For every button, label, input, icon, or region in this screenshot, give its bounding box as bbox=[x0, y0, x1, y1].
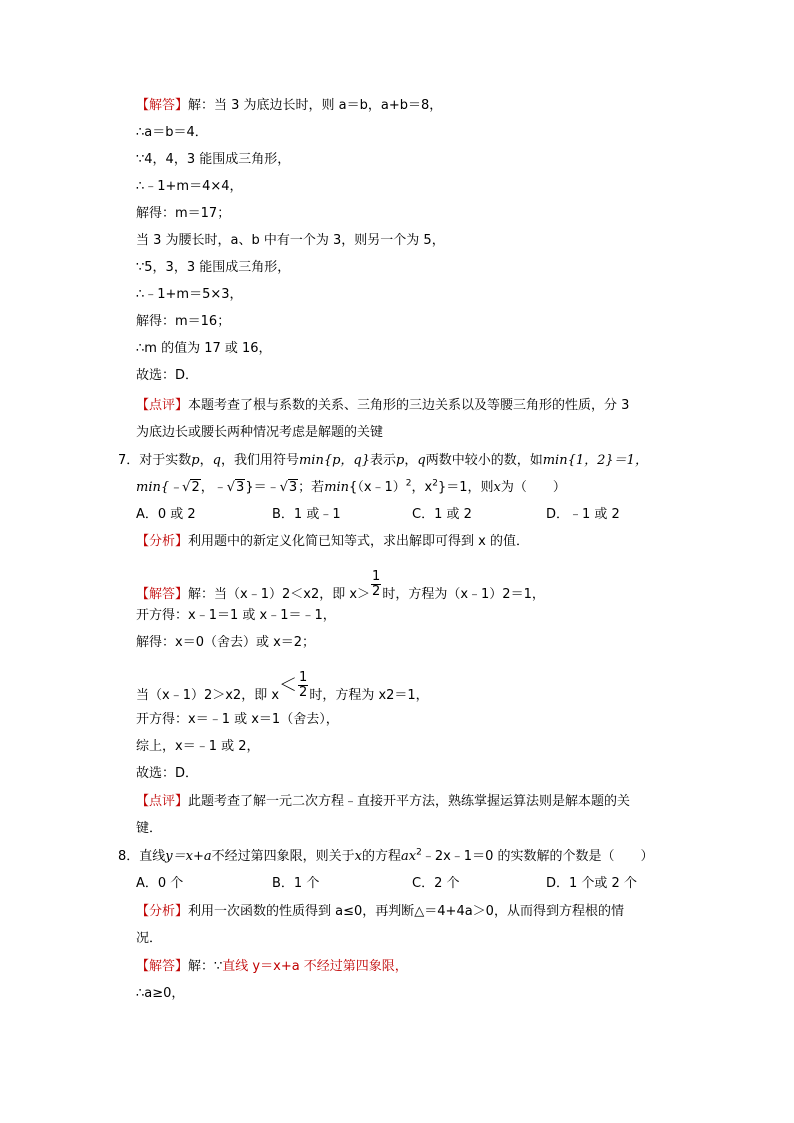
solution-tag: 【解答】 bbox=[136, 959, 189, 974]
comment-line-q7: 【点评】此题考查了解一元二次方程﹣直接开平方法，熟练掌握运算法则是解本题的关 bbox=[136, 794, 631, 809]
analysis-tag: 【分析】 bbox=[136, 904, 189, 919]
solution-tag: 【解答】 bbox=[136, 587, 189, 602]
option-d: D．1 个或 2 个 bbox=[546, 876, 637, 891]
analysis-line-q8: 【分析】利用一次函数的性质得到 a≤0，再判断△＝4+4a＞0，从而得到方程根的情 bbox=[136, 904, 624, 919]
solution-line-3: 解得：x＝0（舍去）或 x＝2； bbox=[136, 635, 316, 650]
answer-line-6: 当 3 为腰长时，a、b 中有一个为 3，则另一个为 5， bbox=[136, 233, 445, 248]
option-d: D．﹣1 或 2 bbox=[546, 507, 620, 522]
answer-line-7: ∵5，3，3 能围成三角形， bbox=[136, 260, 291, 275]
option-c: C．2 个 bbox=[412, 876, 460, 891]
comment-line-q7-2: 键． bbox=[136, 821, 163, 836]
option-b: B．1 个 bbox=[272, 876, 320, 891]
analysis-line-q8-2: 况． bbox=[136, 931, 163, 946]
fraction-one-half: $\frac{1}{2}$ bbox=[372, 569, 381, 599]
fraction-one-half: $\frac{1}{2}$ bbox=[299, 670, 308, 700]
question-7-line-2: min{﹣√2，﹣√3}＝﹣√3；若min{（x﹣1）$^2$，$x^2\}=1$，则x为（ ） bbox=[136, 478, 566, 495]
analysis-line: 【分析】利用题中的新定义化简已知等式，求出解即可得到 x 的值． bbox=[136, 534, 529, 549]
comment-line-1: 【点评】本题考查了根与系数的关系、三角形的三边关系以及等腰三角形的性质，分 3 bbox=[136, 398, 630, 413]
answer-line-1: 【解答】解：当 3 为底边长时，则 a＝b，a+b＝8， bbox=[136, 98, 443, 113]
answer-tag: 【解答】 bbox=[136, 98, 189, 113]
answer-line-11: 故选：D． bbox=[136, 368, 199, 383]
option-a: A．0 个 bbox=[136, 876, 184, 891]
solution-line-q8-1: 【解答】解：∵直线 y＝x+a 不经过第四象限， bbox=[136, 959, 408, 974]
answer-line-9: 解得：m＝16； bbox=[136, 314, 231, 329]
answer-line-10: ∴m 的值为 17 或 16， bbox=[136, 341, 272, 356]
option-a: A．0 或 2 bbox=[136, 507, 196, 522]
answer-line-4: ∴﹣1+m＝4×4， bbox=[136, 179, 243, 194]
answer-line-5: 解得：m＝17； bbox=[136, 206, 231, 221]
solution-line-5: 开方得：x＝﹣1 或 x＝1（舍去）， bbox=[136, 712, 339, 727]
question-8-line-1: 8．直线y＝x+a不经过第四象限，则关于x的方程$ax^2﹣2x﹣1=0$ 的实数解的个数是（ ） bbox=[118, 847, 654, 864]
sqrt-symbol: √2 bbox=[182, 480, 200, 495]
option-c: C．1 或 2 bbox=[412, 507, 472, 522]
analysis-tag: 【分析】 bbox=[136, 534, 189, 549]
solution-line-7: 故选：D． bbox=[136, 766, 199, 781]
comment-line-2: 为底边长或腰长两种情况考虑是解题的关键 bbox=[136, 425, 384, 440]
solution-line-q8-2: ∴a≥0， bbox=[136, 986, 185, 1001]
solution-line-4: 当（x﹣1）2＞x2，即 x＜ $\frac{1}{2}$ 时，方程为 x2＝1， bbox=[136, 670, 429, 703]
comment-tag: 【点评】 bbox=[136, 398, 189, 413]
answer-line-3: ∵4，4，3 能围成三角形， bbox=[136, 152, 291, 167]
option-b: B．1 或﹣1 bbox=[272, 507, 341, 522]
solution-line-6: 综上，x＝﹣1 或 2， bbox=[136, 739, 260, 754]
solution-line-1: 【解答】解：当（x﹣1）2＜x2，即 x＞ $\frac{1}{2}$ 时，方程为（x﹣1）2＝1， bbox=[136, 569, 545, 602]
solution-line-2: 开方得：x﹣1＝1 或 x﹣1＝﹣1， bbox=[136, 608, 336, 623]
sqrt-symbol: √3 bbox=[279, 480, 298, 495]
answer-line-2: ∴a＝b＝4． bbox=[136, 125, 208, 140]
question-7-line-1: 7．对于实数p，q，我们用符号min{p，q}表示p，q两数中较小的数，如min{1，2}＝1， bbox=[118, 453, 648, 468]
sqrt-symbol: √3 bbox=[226, 480, 245, 495]
comment-tag: 【点评】 bbox=[136, 794, 189, 809]
answer-line-8: ∴﹣1+m＝5×3， bbox=[136, 287, 243, 302]
